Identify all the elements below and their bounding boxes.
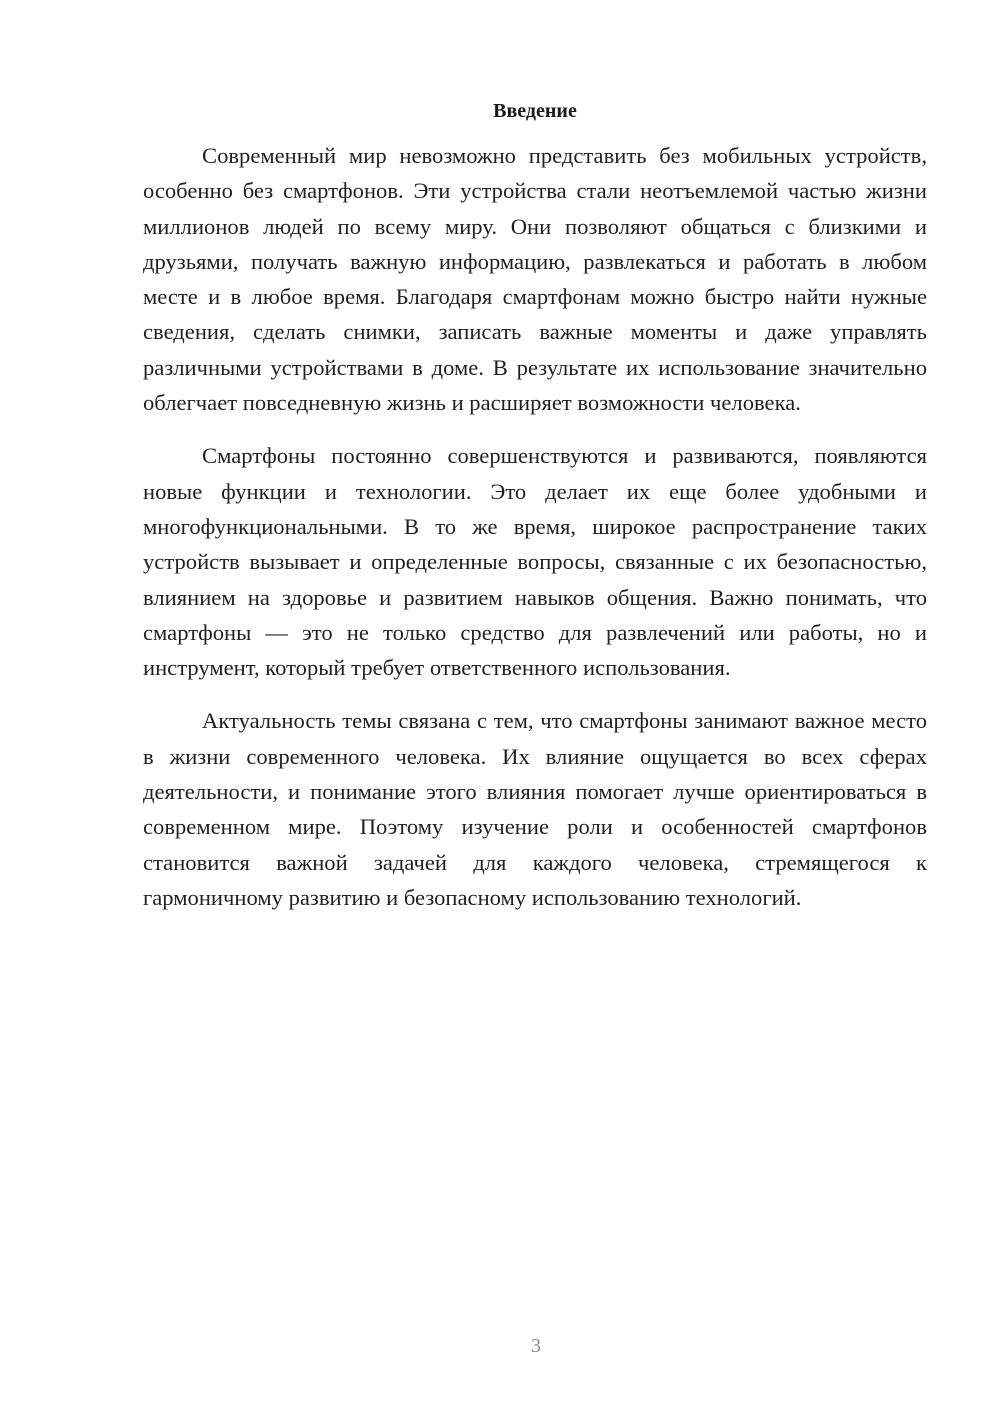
paragraph-2: Смартфоны постоянно совершенствуются и развиваются, появляются новые функции и технологии. Это делает их еще более удобными и многофункциональными. В то же время, широкое распространение таких устройств вызывает и определенные вопросы, связанные с их безопасностью, влиянием на здоровье и развитием навыков общения. Важно понимать, что смартфоны — это не только средство для развлечений или работы, но и инструмент, который требует ответственного использования. — [143, 443, 927, 681]
page-number: 3 — [531, 1335, 541, 1357]
section-heading: Введение — [493, 100, 577, 122]
paragraph-1: Современный мир невозможно представить без мобильных устройств, особенно без смартфонов. Эти устройства стали неотъемлемой частью жизни миллионов людей по всему миру. Они позволяют общаться с близкими и друзьями, получать важную информацию, развлекаться и работать в любом месте и в любое время. Благодаря смартфонам можно быстро найти нужные сведения, сделать снимки, записать важные моменты и даже управлять различными устройствами в доме. В результате их использование значительно облегчает повседневную жизнь и расширяет возможности человека. — [143, 143, 927, 416]
paragraph-3: Актуальность темы связана с тем, что смартфоны занимают важное место в жизни современного человека. Их влияние ощущается во всех сферах деятельности, и понимание этого влияния помогает лучше ориентироваться в современном мире. Поэтому изучение роли и особенностей смартфонов становится важной задачей для каждого человека, стремящегося к гармоничному развитию и безопасному использованию технологий. — [143, 708, 927, 910]
page-content — [143, 96, 927, 915]
